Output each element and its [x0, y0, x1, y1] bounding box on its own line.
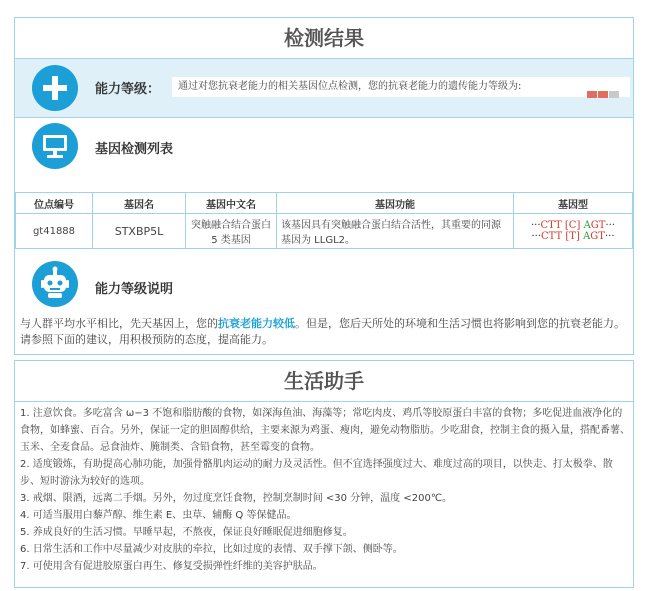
cell-chinese-name: 突触融合结合蛋白 5 类基因 [186, 214, 277, 249]
ability-description: 通过对您抗衰老能力的相关基因位点检测，您的抗衰老能力的遗传能力等级为: [172, 77, 630, 97]
gene-list-label: 基因检测列表 [95, 142, 174, 157]
header-site-id: 位点编号 [16, 193, 93, 214]
genotype-line-2: ···CTT [T] AGT··· [531, 231, 615, 242]
life-assistant-card [14, 360, 634, 588]
list-item: 5. 养成良好的生活习惯。早睡早起，不熬夜，保证良好睡眠促进细胞修复。 [20, 527, 353, 538]
level-bar-3 [609, 91, 619, 98]
header-genotype: 基因型 [514, 193, 633, 214]
advice-list [20, 405, 632, 575]
header-chinese-name: 基因中文名 [186, 193, 277, 214]
cell-gene-name: STXBP5L [93, 214, 186, 249]
ability-label: 能力等级： [95, 82, 161, 97]
header-gene-function: 基因功能 [277, 193, 514, 214]
level-note-text-before: 与人群平均水平相比，先天基因上，您的 [20, 317, 218, 330]
table-row [16, 214, 633, 249]
cell-gene-function: 该基因具有突触融合蛋白结合活性，其重要的同源基因为 LLGL2。 [277, 214, 514, 249]
result-title: 检测结果 [15, 18, 633, 59]
list-item: 7. 可使用含有促进胶原蛋白再生、修复受损弹性纤维的美容护肤品。 [20, 561, 323, 572]
ability-level-indicator [587, 83, 620, 102]
result-card [14, 17, 634, 355]
gene-list-header [15, 118, 633, 174]
genotype-line-1: ···CTT [C] AGT··· [530, 220, 616, 231]
list-item: 2. 适度锻炼，有助提高心肺功能，加强骨骼肌肉运动的耐力及灵活性。但不宜选择强度过大、难度过高的项目，以快走、打太极拳、散步、短时游泳为较好的选项。 [20, 459, 613, 487]
plus-icon [32, 65, 78, 111]
robot-icon [32, 261, 78, 307]
list-item: 3. 戒烟、限酒，远离二手烟。另外，勿过度烹饪食物，控制烹制时间 <30 分钟，温度 <200℃。 [20, 493, 453, 504]
level-note-highlight: 抗衰老能力较低 [218, 317, 295, 330]
level-note-text-after: 。但是，您后天所处的环境和生活习惯也将影响到您的抗衰老能力。请参照下面的建议，用积极预防的态度，提高能力。 [20, 317, 625, 346]
header-gene-name: 基因名 [93, 193, 186, 214]
list-item: 6. 日常生活和工作中尽量减少对皮肤的牵拉，比如过度的表情、双手撑下颌、侧卧等。 [20, 544, 403, 555]
level-bar-1 [587, 91, 597, 98]
cell-site-id: gt41888 [16, 214, 93, 249]
list-item: 4. 可适当服用白藜芦醇、维生素 E、虫草、辅酶 Q 等保健品。 [20, 510, 297, 521]
table-header-row [16, 193, 633, 214]
computer-icon [32, 123, 78, 169]
cell-genotype [514, 214, 633, 249]
level-note-label: 能力等级说明 [95, 282, 174, 297]
level-note-text [20, 316, 628, 348]
level-note-header [15, 256, 633, 312]
ability-level-row [15, 59, 633, 118]
gene-table [15, 192, 633, 249]
level-bar-2 [598, 91, 608, 98]
list-item: 1. 注意饮食。多吃富含 ω−3 不饱和脂肪酸的食物，如深海鱼油、海藻等；常吃肉皮、鸡爪等胶原蛋白丰富的食物；多吃促进血液净化的食物，如蜂蜜、百合。另外，保证一定的胆固醇供给，主要来源为鸡蛋、瘦肉，避免动物脂肪。少吃甜食，控制主食的摄入量，搭配番薯、玉米、全麦食品。忌食油炸、腌制类、含铅食物，甚至霉变的食物。 [20, 408, 630, 453]
life-assistant-title: 生活助手 [15, 361, 633, 402]
